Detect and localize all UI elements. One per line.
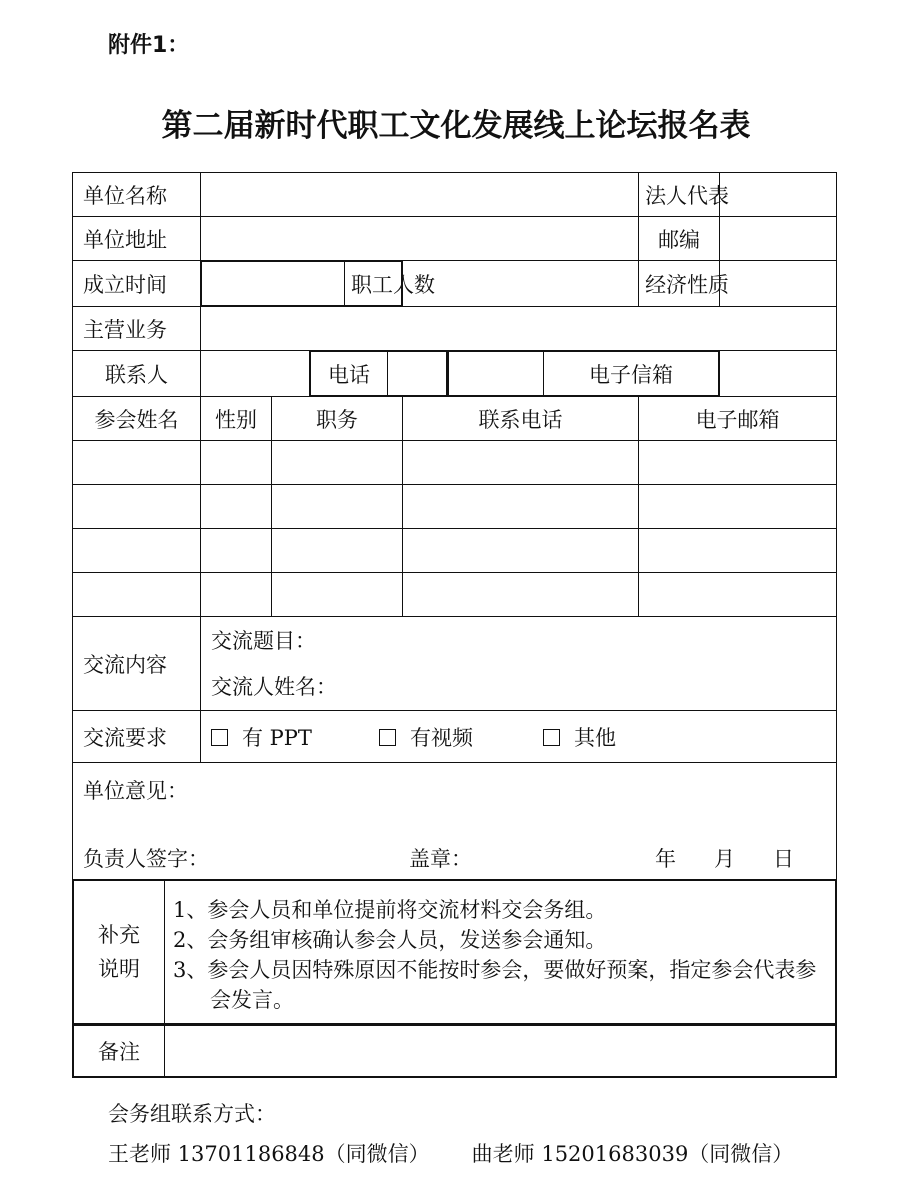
checkbox-icon[interactable]: [379, 729, 396, 746]
attendee-name-cell[interactable]: [73, 485, 201, 529]
attendee-gender-header: 性别: [201, 397, 272, 441]
attendee-row: [73, 441, 837, 485]
attendee-email-header: 电子邮箱: [639, 397, 837, 441]
unit-address-field[interactable]: [201, 217, 639, 261]
month-label: 月: [714, 847, 735, 871]
notes-label: [74, 881, 165, 1024]
attendee-gender-cell[interactable]: [201, 529, 272, 573]
contact-line: [108, 1138, 793, 1168]
contact-wang: 王老师 13701186848（同微信）: [108, 1142, 430, 1166]
economic-type-label: 经济性质: [639, 261, 720, 307]
form-row-main-business: [73, 307, 837, 351]
main-business-label: 主营业务: [73, 307, 201, 351]
attendee-email-cell[interactable]: [639, 529, 837, 573]
postcode-field[interactable]: [720, 217, 837, 261]
checkbox-icon[interactable]: [211, 729, 228, 746]
attendee-gender-cell[interactable]: [201, 441, 272, 485]
unit-name-field[interactable]: [201, 173, 639, 217]
attendee-email-cell[interactable]: [639, 573, 837, 617]
email-field[interactable]: [720, 351, 837, 397]
legal-rep-field[interactable]: [720, 173, 837, 217]
notes-label-line2: 说明: [98, 957, 140, 981]
remarks-row: [73, 1025, 837, 1078]
attendee-name-cell[interactable]: [73, 573, 201, 617]
attendee-phone-header: 联系电话: [403, 397, 639, 441]
unit-opinion-label: 单位意见：: [83, 779, 188, 803]
attendee-name-cell[interactable]: [73, 529, 201, 573]
option-other[interactable]: [543, 722, 616, 752]
attendee-row: [73, 485, 837, 529]
attendee-phone-cell[interactable]: [403, 441, 639, 485]
postcode-label: 邮编: [639, 217, 720, 261]
attendee-position-cell[interactable]: [272, 573, 403, 617]
attendee-position-cell[interactable]: [272, 529, 403, 573]
option-ppt[interactable]: [211, 722, 379, 752]
unit-name-label: 单位名称: [73, 173, 201, 217]
legal-rep-label: 法人代表: [639, 173, 720, 217]
attendee-gender-cell[interactable]: [201, 573, 272, 617]
option-ppt-label: 有 PPT: [242, 725, 312, 750]
attendee-gender-cell[interactable]: [201, 485, 272, 529]
unit-opinion-row: [73, 763, 837, 880]
registration-form: [72, 172, 837, 1078]
exchange-content-label: 交流内容: [73, 617, 201, 711]
attachment-label: 附件1：: [108, 33, 190, 58]
exchange-topic[interactable]: 交流题目：: [211, 628, 316, 653]
signature-label[interactable]: 负责人签字：: [83, 847, 209, 871]
exchange-speaker[interactable]: 交流人姓名：: [211, 674, 337, 699]
attendee-name-cell[interactable]: [73, 441, 201, 485]
seal-label[interactable]: 盖章：: [409, 847, 472, 871]
exchange-content-row: [73, 617, 837, 711]
employees-field[interactable]: [403, 261, 639, 307]
attendee-phone-cell[interactable]: [403, 573, 639, 617]
option-video[interactable]: [379, 722, 543, 752]
attendee-position-cell[interactable]: [272, 441, 403, 485]
contact-qu: 曲老师 15201683039（同微信）: [471, 1142, 794, 1166]
attendee-email-cell[interactable]: [639, 485, 837, 529]
phone-field-continued[interactable]: [449, 352, 544, 396]
note-item: 1、参会人员和单位提前将交流材料交会务组。: [173, 898, 607, 922]
unit-address-label: 单位地址: [73, 217, 201, 261]
phone-label: 电话: [311, 352, 388, 396]
note-item: 3、参会人员因特殊原因不能按时参会，要做好预案，指定参会代表参会发言。: [173, 958, 817, 1012]
option-other-label: 其他: [574, 725, 616, 750]
attendee-header-row: [73, 397, 837, 441]
form-row-unit-name: [73, 173, 837, 217]
note-item: 2、会务组审核确认参会人员，发送参会通知。: [173, 928, 607, 952]
checkbox-icon[interactable]: [543, 729, 560, 746]
page-title: 第二届新时代职工文化发展线上论坛报名表: [161, 108, 751, 144]
attendee-phone-cell[interactable]: [403, 485, 639, 529]
notes-list: [165, 881, 836, 1024]
attendee-row: [73, 529, 837, 573]
founded-label: 成立时间: [73, 261, 201, 307]
attendee-position-header: 职务: [272, 397, 403, 441]
email-label: 电子信箱: [544, 352, 719, 396]
main-business-field[interactable]: [201, 307, 837, 351]
attendee-name-header: 参会姓名: [73, 397, 201, 441]
year-label: 年: [655, 847, 676, 871]
form-row-unit-address: [73, 217, 837, 261]
founded-field[interactable]: [202, 262, 345, 306]
contact-field[interactable]: [201, 351, 310, 397]
notes-row: [73, 880, 837, 1025]
option-video-label: 有视频: [410, 725, 473, 750]
form-row-founded: [73, 261, 837, 307]
date-fields[interactable]: [655, 843, 794, 873]
exchange-requirements-label: 交流要求: [73, 711, 201, 763]
remarks-field[interactable]: [165, 1026, 836, 1077]
notes-label-line1: 补充: [98, 923, 140, 947]
attendee-email-cell[interactable]: [639, 441, 837, 485]
phone-field[interactable]: [388, 352, 447, 396]
attendee-position-cell[interactable]: [272, 485, 403, 529]
exchange-requirements-row: [73, 711, 837, 763]
attendee-row: [73, 573, 837, 617]
economic-type-field[interactable]: [720, 261, 837, 307]
remarks-label: 备注: [74, 1026, 165, 1077]
form-row-contact: [73, 351, 837, 397]
attendee-phone-cell[interactable]: [403, 529, 639, 573]
employees-label: 职工人数: [345, 262, 402, 306]
contact-label: 联系人: [73, 351, 201, 397]
day-label: 日: [773, 847, 794, 871]
contact-title: 会务组联系方式：: [108, 1102, 276, 1126]
